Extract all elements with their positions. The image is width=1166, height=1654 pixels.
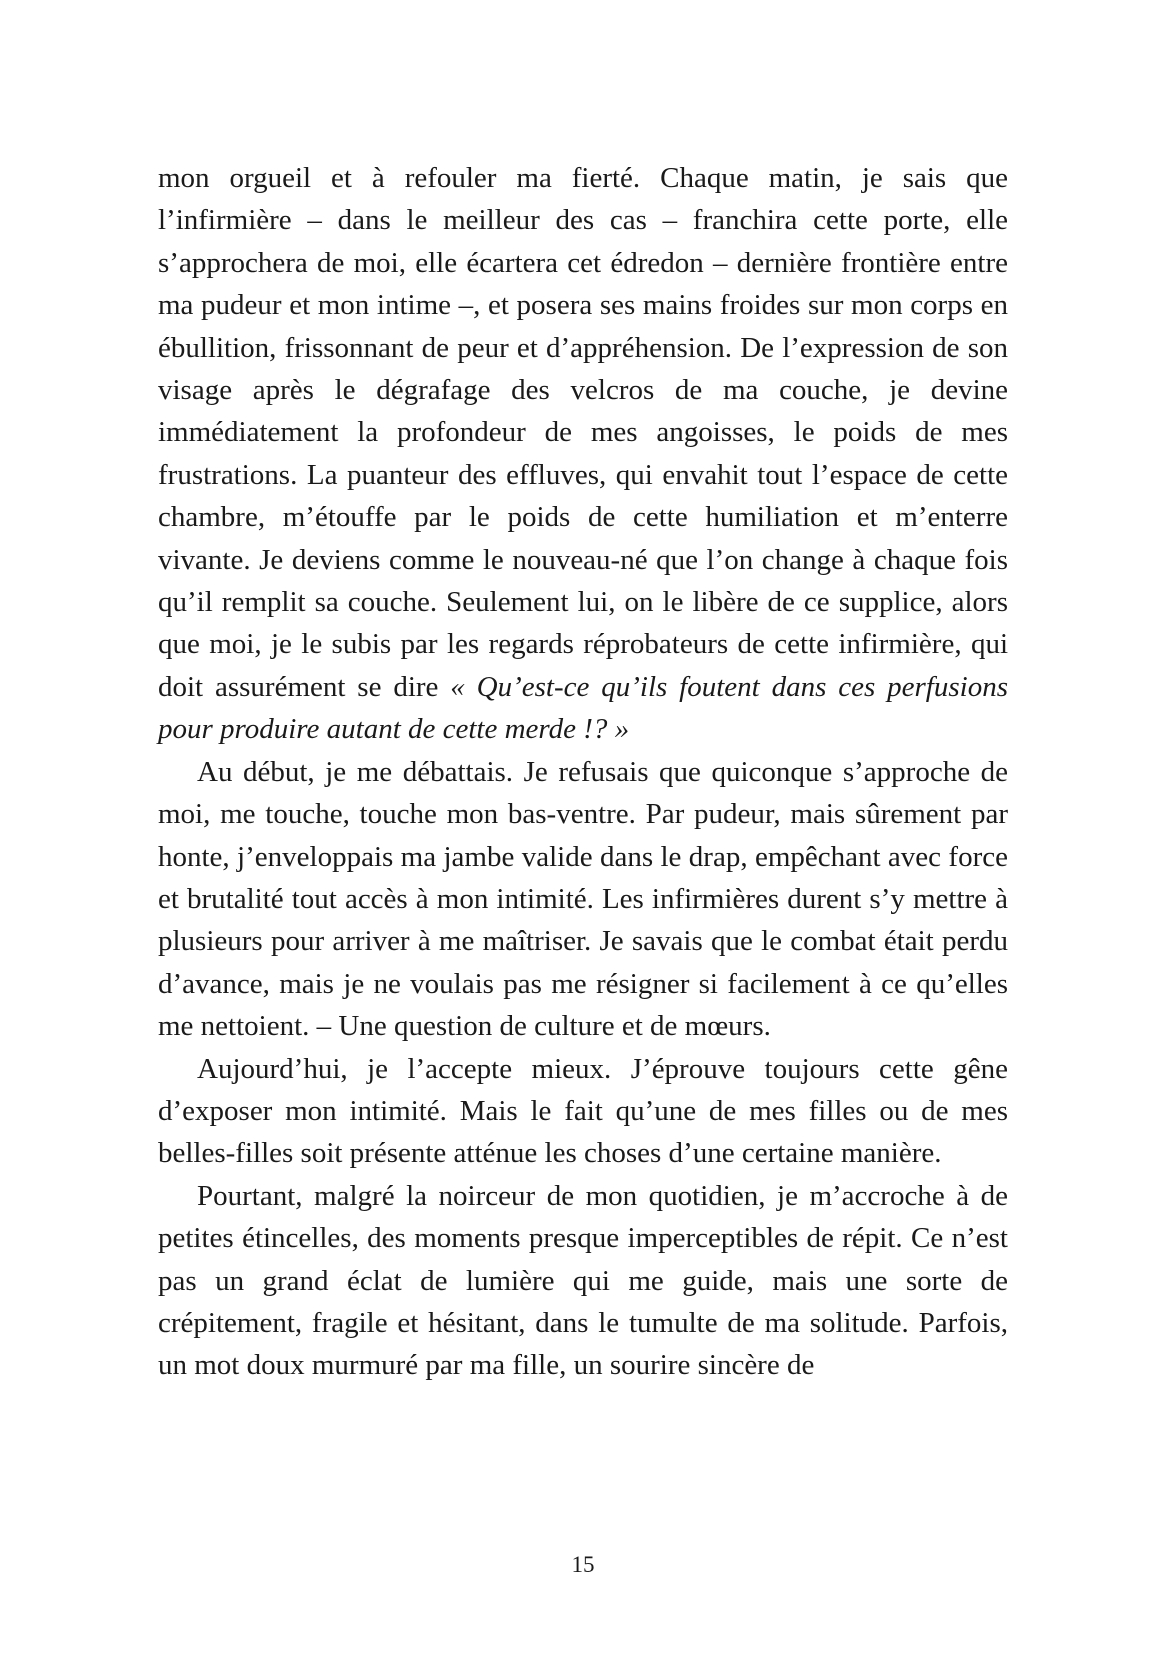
italic-quote: « Qu’est-ce qu’ils foutent dans ces perfusions pour produire autant de cette merde !? » bbox=[158, 670, 1008, 746]
paragraph-2: Au début, je me débattais. Je refusais que quiconque s’approche de moi, me touche, touche mon bas-ventre. Par pudeur, mais sûrement par honte, j’enveloppais ma jambe valide dans le drap, empêchant avec force et brutalité tout accès à mon intimité. Les infirmières durent s’y mettre à plusieurs pour arriver à me maîtriser. Je savais que le combat était perdu d’avance, mais je ne voulais pas me résigner si facilement à ce qu’elles me nettoient. – Une question de culture et de mœurs. bbox=[158, 755, 1008, 1043]
paragraph-1 bbox=[158, 157, 1008, 751]
paragraph-4: Pourtant, malgré la noirceur de mon quotidien, je m’accroche à de petites étincelles, des moments presque imperceptibles de répit. Ce n’est pas un grand éclat de lumière qui me guide, mais une sorte de crépitement, fragile et hésitant, dans le tumulte de ma solitude. Parfois, un mot doux murmuré par ma fille, un sourire sincère de bbox=[158, 1179, 1008, 1382]
page-number: 15 bbox=[571, 1552, 595, 1577]
paragraph-3: Aujourd’hui, je l’accepte mieux. J’éprouve toujours cette gêne d’exposer mon intimité. Mais le fait qu’une de mes filles ou de mes belles-filles soit présente atténue les choses d’une certaine manière. bbox=[158, 1052, 1008, 1170]
paragraph-1-text: mon orgueil et à refouler ma fierté. Chaque matin, je sais que l’infirmière – dans le meilleur des cas – franchira cette porte, elle s’approchera de moi, elle écartera cet édredon – dernière frontière entre ma pudeur et mon intime –, et posera ses mains froides sur mon corps en ébullition, frissonnant de peur et d’appréhension. De l’expression de son visage après le dégrafage des velcros de ma couche, je devine immédiatement la profondeur de mes angoisses, le poids de mes frustrations. La puanteur des effluves, qui envahit tout l’espace de cette chambre, m’étouffe par le poids de cette humiliation et m’enterre vivante. Je deviens comme le nouveau-né que l’on change à chaque fois qu’il remplit sa couche. Seulement lui, on le libère de ce supplice, alors que moi, je le subis par les regards réprobateurs de cette infirmière, qui doit assurément se dire bbox=[158, 162, 1008, 703]
body-text bbox=[158, 157, 1008, 1387]
